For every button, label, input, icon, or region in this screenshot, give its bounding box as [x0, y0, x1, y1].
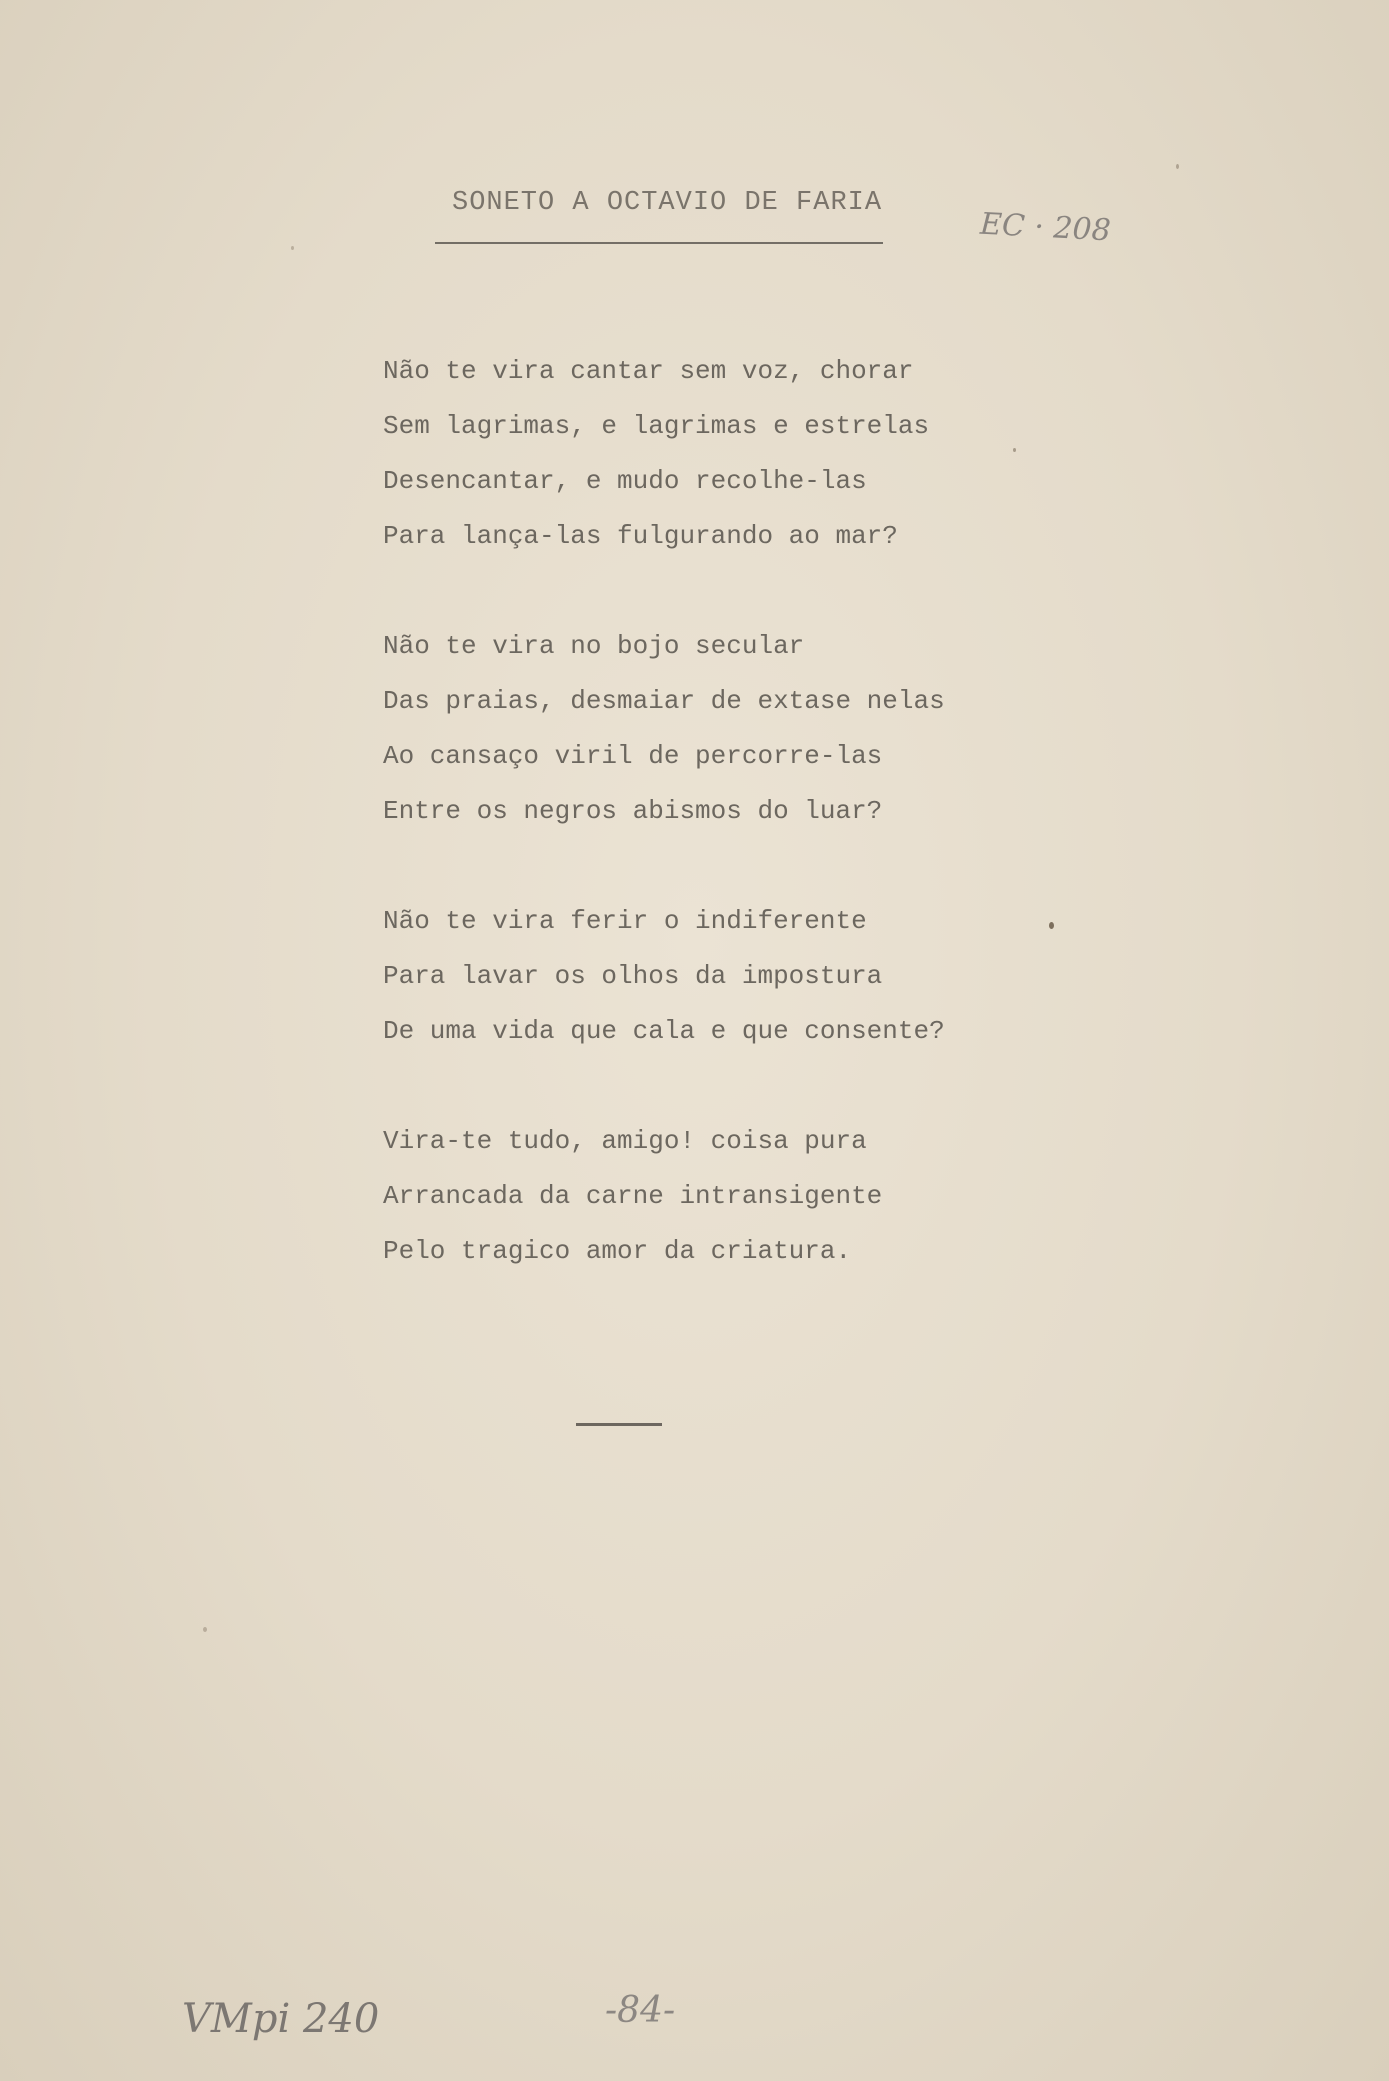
- poem-line: Pelo tragico amor da criatura.: [383, 1236, 852, 1266]
- poem-line: Ao cansaço viril de percorre-las: [383, 741, 883, 771]
- poem-title: SONETO A OCTAVIO DE FARIA: [452, 188, 883, 218]
- archive-code: VMpi 240: [182, 1996, 380, 2042]
- poem-line: De uma vida que cala e que consente?: [383, 1016, 945, 1046]
- poem-line: Sem lagrimas, e lagrimas e estrelas: [383, 411, 930, 441]
- poem-line: Não te vira no bojo secular: [383, 631, 805, 661]
- stanza: [383, 894, 1083, 1059]
- poem-line: Não te vira cantar sem voz, chorar: [383, 356, 914, 386]
- stanza: [383, 344, 1083, 564]
- poem-body: [383, 344, 1083, 1334]
- page-number: -84-: [605, 1990, 676, 2031]
- paper-speck: [1176, 164, 1179, 169]
- poem-line: Para lavar os olhos da impostura: [383, 961, 883, 991]
- paper-speck: [291, 246, 294, 250]
- poem-line: Não te vira ferir o indiferente: [383, 906, 867, 936]
- paper-speck: [203, 1627, 207, 1632]
- paper-speck: [1013, 448, 1016, 452]
- poem-line: Das praias, desmaiar de extase nelas: [383, 686, 945, 716]
- catalog-annotation: EC · 208: [979, 206, 1112, 249]
- stanza: [383, 1114, 1083, 1279]
- paper-speck: [1049, 922, 1054, 929]
- stanza: [383, 619, 1083, 839]
- poem-line: Para lança-las fulgurando ao mar?: [383, 521, 898, 551]
- poem-line: Vira-te tudo, amigo! coisa pura: [383, 1126, 867, 1156]
- end-rule: [576, 1423, 662, 1426]
- title-underline: [435, 242, 883, 244]
- poem-line: Arrancada da carne intransigente: [383, 1181, 883, 1211]
- poem-line: Desencantar, e mudo recolhe-las: [383, 466, 867, 496]
- poem-line: Entre os negros abismos do luar?: [383, 796, 883, 826]
